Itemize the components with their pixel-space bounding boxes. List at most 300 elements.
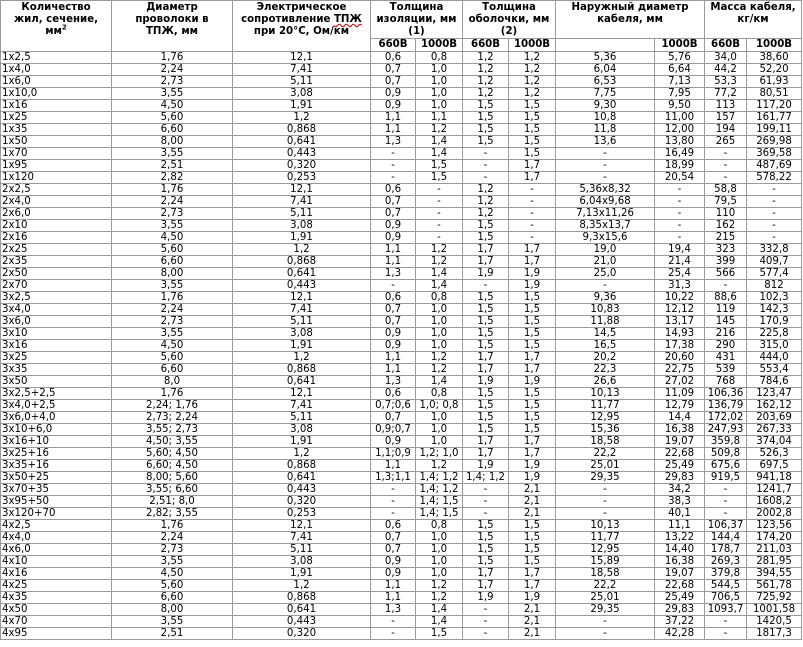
table-cell: 1,3 xyxy=(371,376,416,388)
table-cell: 161,77 xyxy=(747,112,802,124)
table-cell: 1,3 xyxy=(371,136,416,148)
table-cell: 80,51 xyxy=(747,88,802,100)
header-text: при 20°С, Ом/км xyxy=(253,26,350,37)
table-cell: 1,2 xyxy=(463,64,509,76)
table-cell: 3,55 xyxy=(112,280,233,292)
table-row xyxy=(1,364,802,376)
table-cell: 1,2 xyxy=(463,52,509,64)
table-cell: 1,9 xyxy=(509,268,556,280)
table-cell: 1,5 xyxy=(463,304,509,316)
header-text: ТПЖ, мм xyxy=(145,26,199,37)
table-cell: 5,11 xyxy=(233,544,371,556)
table-cell: 1817,3 xyxy=(747,628,802,640)
table-cell: 0,6 xyxy=(371,520,416,532)
table-cell: 19,07 xyxy=(655,436,705,448)
table-cell: 6,04x9,68 xyxy=(556,196,655,208)
table-cell: 0,9 xyxy=(371,436,416,448)
table-cell: 0,7 xyxy=(371,76,416,88)
table-cell: 6,60 xyxy=(112,592,233,604)
table-cell: 1,7 xyxy=(509,364,556,376)
table-cell: 12,1 xyxy=(233,52,371,64)
table-cell: 1,7 xyxy=(509,580,556,592)
table-cell: - xyxy=(416,196,463,208)
table-cell: 0,641 xyxy=(233,268,371,280)
header-text: (1) xyxy=(408,26,425,37)
header-text: мм xyxy=(45,26,62,37)
table-cell: 22,2 xyxy=(556,580,655,592)
table-cell: 1,2 xyxy=(463,76,509,88)
table-cell: 0,8 xyxy=(416,52,463,64)
row-label-cell: 2x4,0 xyxy=(1,196,112,208)
table-row xyxy=(1,580,802,592)
table-cell: 1,2 xyxy=(416,124,463,136)
table-cell: 0,443 xyxy=(233,616,371,628)
table-cell: 1,7 xyxy=(509,568,556,580)
header-text: Толщина xyxy=(482,2,536,13)
table-row xyxy=(1,244,802,256)
table-cell: 1,7 xyxy=(509,160,556,172)
table-cell: 2,73 xyxy=(112,208,233,220)
table-cell: 9,36 xyxy=(556,292,655,304)
table-cell: 332,8 xyxy=(747,244,802,256)
table-cell: 136,79 xyxy=(705,400,747,412)
table-cell: 1,0 xyxy=(416,328,463,340)
table-cell: - xyxy=(463,160,509,172)
row-label-cell: 3x25 xyxy=(1,352,112,364)
row-label-cell: 3x10+6,0 xyxy=(1,424,112,436)
table-cell: - xyxy=(556,628,655,640)
table-cell: - xyxy=(705,496,747,508)
table-row xyxy=(1,292,802,304)
table-cell: 0,7;0,6 xyxy=(371,400,416,412)
table-cell: 0,9 xyxy=(371,340,416,352)
table-cell: 3,08 xyxy=(233,328,371,340)
table-cell: 267,33 xyxy=(747,424,802,436)
table-cell: 1,0 xyxy=(416,556,463,568)
table-cell: 1,5 xyxy=(463,292,509,304)
table-cell: 19,07 xyxy=(655,568,705,580)
header-text: кг/км xyxy=(737,14,769,25)
row-label-cell: 4x50 xyxy=(1,604,112,616)
row-label-cell: 3x25+16 xyxy=(1,448,112,460)
header-text: кабеля, мм xyxy=(597,14,663,25)
table-row xyxy=(1,208,802,220)
table-row xyxy=(1,160,802,172)
table-cell: 1,1 xyxy=(371,256,416,268)
row-label-cell: 3x120+70 xyxy=(1,508,112,520)
table-cell: 315,0 xyxy=(747,340,802,352)
table-cell: 1,5 xyxy=(463,136,509,148)
table-cell: 199,11 xyxy=(747,124,802,136)
table-cell: 12,1 xyxy=(233,184,371,196)
table-cell: 1,4; 1,2 xyxy=(463,472,509,484)
table-cell: 1,5 xyxy=(463,400,509,412)
table-cell: 2,24 xyxy=(112,304,233,316)
table-cell: - xyxy=(416,208,463,220)
table-cell: 1,76 xyxy=(112,52,233,64)
table-cell: 0,7 xyxy=(371,208,416,220)
table-cell: 1,1 xyxy=(416,112,463,124)
row-label-cell: 3x35 xyxy=(1,364,112,376)
table-cell: 10,8 xyxy=(556,112,655,124)
table-cell: - xyxy=(747,220,802,232)
table-cell: 7,75 xyxy=(556,88,655,100)
table-cell: 1,5 xyxy=(463,340,509,352)
table-cell: 3,08 xyxy=(233,556,371,568)
table-cell: 1,7 xyxy=(463,580,509,592)
table-cell: 0,9 xyxy=(371,88,416,100)
table-cell: 15,89 xyxy=(556,556,655,568)
header-text: жил, сечение, xyxy=(14,14,98,25)
table-cell: 25,0 xyxy=(556,268,655,280)
table-cell: 21,4 xyxy=(655,256,705,268)
table-cell: - xyxy=(371,148,416,160)
table-cell: 539 xyxy=(705,364,747,376)
table-cell: - xyxy=(556,508,655,520)
table-cell: 53,3 xyxy=(705,76,747,88)
table-row xyxy=(1,472,802,484)
table-cell: 0,320 xyxy=(233,496,371,508)
table-cell: 7,13x11,26 xyxy=(556,208,655,220)
table-cell: 0,868 xyxy=(233,364,371,376)
table-cell: - xyxy=(463,604,509,616)
table-cell: 2,73 xyxy=(112,316,233,328)
table-row xyxy=(1,316,802,328)
table-cell: 16,5 xyxy=(556,340,655,352)
table-cell: - xyxy=(509,196,556,208)
table-cell: 394,55 xyxy=(747,568,802,580)
table-cell: - xyxy=(705,148,747,160)
table-cell: 14,93 xyxy=(655,328,705,340)
col-header-mass xyxy=(705,1,802,39)
table-cell: 1,1 xyxy=(371,580,416,592)
table-row xyxy=(1,304,802,316)
col-header-wire-diameter xyxy=(112,1,233,52)
table-cell: 1,9 xyxy=(463,592,509,604)
table-cell: - xyxy=(463,628,509,640)
table-cell: 170,9 xyxy=(747,316,802,328)
table-row xyxy=(1,352,802,364)
table-cell: 0,8 xyxy=(416,292,463,304)
table-cell: 1001,58 xyxy=(747,604,802,616)
table-row xyxy=(1,496,802,508)
table-cell: - xyxy=(371,496,416,508)
table-cell: - xyxy=(463,508,509,520)
table-cell: - xyxy=(509,232,556,244)
table-cell: 1,5 xyxy=(509,520,556,532)
table-cell: 3,55 xyxy=(112,616,233,628)
table-cell: 1,5 xyxy=(509,100,556,112)
table-row xyxy=(1,112,802,124)
table-cell: 1,76 xyxy=(112,184,233,196)
table-cell: 5,11 xyxy=(233,76,371,88)
table-cell: 323 xyxy=(705,244,747,256)
table-cell: 12,95 xyxy=(556,544,655,556)
table-cell: 1,0 xyxy=(416,316,463,328)
table-cell: 725,92 xyxy=(747,592,802,604)
table-cell: 119 xyxy=(705,304,747,316)
row-label-cell: 4x95 xyxy=(1,628,112,640)
table-cell: 359,8 xyxy=(705,436,747,448)
table-cell: 3,55; 6,60 xyxy=(112,484,233,496)
table-cell: 1,9 xyxy=(463,460,509,472)
table-cell: 1,0 xyxy=(416,532,463,544)
table-cell: 1,0 xyxy=(416,76,463,88)
table-cell: 1,0 xyxy=(416,304,463,316)
table-cell: 1,4 xyxy=(416,604,463,616)
table-cell: 4,50; 3,55 xyxy=(112,436,233,448)
table-cell: - xyxy=(705,160,747,172)
table-cell: 34,0 xyxy=(705,52,747,64)
table-cell: 3,55 xyxy=(112,328,233,340)
table-cell: 11,8 xyxy=(556,124,655,136)
table-cell: 9,30 xyxy=(556,100,655,112)
table-cell: 2,73; 2,24 xyxy=(112,412,233,424)
table-cell: 1,2 xyxy=(463,196,509,208)
header-text xyxy=(2,23,110,38)
table-cell: 2,51; 8,0 xyxy=(112,496,233,508)
row-label-cell: 3x4,0+2,5 xyxy=(1,400,112,412)
table-cell: 1,2 xyxy=(233,112,371,124)
table-cell: 1,7 xyxy=(463,364,509,376)
table-cell: 1,9 xyxy=(463,376,509,388)
table-cell: 1,5 xyxy=(463,424,509,436)
table-cell: 174,20 xyxy=(747,532,802,544)
table-cell: 16,38 xyxy=(655,556,705,568)
table-cell: - xyxy=(747,184,802,196)
table-cell: 8,35x13,7 xyxy=(556,220,655,232)
table-cell: 11,09 xyxy=(655,388,705,400)
table-cell: 577,4 xyxy=(747,268,802,280)
table-cell: 2,1 xyxy=(509,616,556,628)
table-cell: 706,5 xyxy=(705,592,747,604)
table-cell: 1,5 xyxy=(463,328,509,340)
table-cell: 1,2 xyxy=(463,184,509,196)
row-label-cell: 3x50+25 xyxy=(1,472,112,484)
table-cell: - xyxy=(463,172,509,184)
table-row xyxy=(1,232,802,244)
table-cell: 0,443 xyxy=(233,484,371,496)
table-row xyxy=(1,424,802,436)
table-cell: 7,41 xyxy=(233,196,371,208)
table-cell: - xyxy=(655,208,705,220)
table-row xyxy=(1,340,802,352)
table-cell: 12,79 xyxy=(655,400,705,412)
table-cell: 162,12 xyxy=(747,400,802,412)
row-label-cell: 4x10 xyxy=(1,556,112,568)
table-cell: 566 xyxy=(705,268,747,280)
table-cell: 6,53 xyxy=(556,76,655,88)
table-cell: 2,1 xyxy=(509,628,556,640)
header-text: ТПЖ xyxy=(333,14,362,25)
table-cell: 941,18 xyxy=(747,472,802,484)
table-cell: 1,0 xyxy=(416,568,463,580)
table-cell: 22,68 xyxy=(655,448,705,460)
table-cell: 1,9 xyxy=(509,472,556,484)
row-label-cell: 4x16 xyxy=(1,568,112,580)
table-cell: 0,641 xyxy=(233,604,371,616)
table-cell: 216 xyxy=(705,328,747,340)
table-cell: - xyxy=(509,220,556,232)
table-cell: 145 xyxy=(705,316,747,328)
table-cell: - xyxy=(371,160,416,172)
table-cell: - xyxy=(371,172,416,184)
table-cell: 1,9 xyxy=(509,460,556,472)
row-label-cell: 3x6,0 xyxy=(1,316,112,328)
table-cell: 1,5 xyxy=(509,112,556,124)
table-cell: 10,13 xyxy=(556,388,655,400)
row-label-cell: 4x35 xyxy=(1,592,112,604)
table-cell: 6,60; 4,50 xyxy=(112,460,233,472)
table-cell: 13,17 xyxy=(655,316,705,328)
table-cell: 1,5 xyxy=(416,172,463,184)
superscript: 2 xyxy=(61,23,67,32)
table-cell: 11,77 xyxy=(556,532,655,544)
header-text: Наружный диаметр xyxy=(571,2,689,13)
table-cell: 1,2; 1,0 xyxy=(416,448,463,460)
voltage-header: 1000В xyxy=(655,39,705,52)
voltage-header: 1000В xyxy=(509,39,556,52)
table-cell: 1,5 xyxy=(509,412,556,424)
table-cell: 1,7 xyxy=(509,448,556,460)
table-cell: - xyxy=(556,616,655,628)
table-cell: 1,91 xyxy=(233,568,371,580)
table-cell: 0,6 xyxy=(371,52,416,64)
row-label-cell: 3x50 xyxy=(1,376,112,388)
table-cell: 1,5 xyxy=(463,532,509,544)
table-cell: - xyxy=(747,208,802,220)
table-cell: 2,1 xyxy=(509,496,556,508)
table-cell: 7,41 xyxy=(233,304,371,316)
row-label-cell: 4x70 xyxy=(1,616,112,628)
table-cell: 265 xyxy=(705,136,747,148)
table-cell: 1,5 xyxy=(509,388,556,400)
header-text: проволоки в xyxy=(135,14,209,25)
table-cell: 21,0 xyxy=(556,256,655,268)
table-cell: 1,0 xyxy=(416,100,463,112)
table-cell: 1,7 xyxy=(463,352,509,364)
table-cell: 6,04 xyxy=(556,64,655,76)
table-row xyxy=(1,376,802,388)
row-label-cell: 1x6,0 xyxy=(1,76,112,88)
table-row xyxy=(1,508,802,520)
table-cell: 1,5 xyxy=(463,316,509,328)
table-cell: 110 xyxy=(705,208,747,220)
table-cell: 2,82 xyxy=(112,172,233,184)
table-cell: 1,9 xyxy=(463,268,509,280)
table-cell: 7,41 xyxy=(233,532,371,544)
table-cell: 1,4; 1,5 xyxy=(416,508,463,520)
table-cell: 16,49 xyxy=(655,148,705,160)
table-cell: 2,24 xyxy=(112,196,233,208)
table-cell: - xyxy=(705,484,747,496)
table-cell: 2,24 xyxy=(112,532,233,544)
table-cell: 2,1 xyxy=(509,508,556,520)
row-label-cell: 4x25 xyxy=(1,580,112,592)
table-cell: 2,51 xyxy=(112,160,233,172)
table-cell: 379,8 xyxy=(705,568,747,580)
table-cell: 561,78 xyxy=(747,580,802,592)
table-cell: 3,55; 2,73 xyxy=(112,424,233,436)
table-cell: - xyxy=(655,184,705,196)
table-cell: 1,4; 1,2 xyxy=(416,484,463,496)
col-header-sheath xyxy=(463,1,556,39)
table-cell: 7,13 xyxy=(655,76,705,88)
table-cell: 1,5 xyxy=(416,628,463,640)
table-cell: 19,4 xyxy=(655,244,705,256)
table-cell: 3,55 xyxy=(112,148,233,160)
table-cell: 1,0 xyxy=(416,436,463,448)
table-cell: 578,22 xyxy=(747,172,802,184)
row-label-cell: 1x50 xyxy=(1,136,112,148)
table-cell: 142,3 xyxy=(747,304,802,316)
table-cell: 1,7 xyxy=(463,244,509,256)
table-cell: 1,5 xyxy=(509,304,556,316)
table-cell: 38,3 xyxy=(655,496,705,508)
table-cell: 509,8 xyxy=(705,448,747,460)
table-cell: 675,6 xyxy=(705,460,747,472)
table-cell: 1,5 xyxy=(416,160,463,172)
table-cell: 178,7 xyxy=(705,544,747,556)
table-cell: - xyxy=(463,496,509,508)
table-cell: 6,60 xyxy=(112,124,233,136)
table-cell: - xyxy=(463,484,509,496)
table-cell: 1,1 xyxy=(371,592,416,604)
table-cell: 20,54 xyxy=(655,172,705,184)
table-cell: 20,2 xyxy=(556,352,655,364)
table-cell: 3,08 xyxy=(233,88,371,100)
table-cell: 1,4; 1,2 xyxy=(416,472,463,484)
table-cell: 34,2 xyxy=(655,484,705,496)
table-cell: 290 xyxy=(705,340,747,352)
table-cell: 768 xyxy=(705,376,747,388)
table-cell: 2,24; 1,76 xyxy=(112,400,233,412)
table-cell: 8,0 xyxy=(112,376,233,388)
table-cell: 7,41 xyxy=(233,64,371,76)
table-cell: - xyxy=(705,280,747,292)
table-cell: 1,2 xyxy=(416,580,463,592)
col-header-cores-section xyxy=(1,1,112,52)
table-cell: 13,22 xyxy=(655,532,705,544)
table-cell: 2,82; 3,55 xyxy=(112,508,233,520)
table-cell: 1,5 xyxy=(463,220,509,232)
table-cell: 0,8 xyxy=(416,388,463,400)
table-cell: 1,4 xyxy=(416,148,463,160)
table-cell: 0,443 xyxy=(233,280,371,292)
table-cell: - xyxy=(705,508,747,520)
table-row xyxy=(1,628,802,640)
table-cell: - xyxy=(463,148,509,160)
table-cell: 1420,5 xyxy=(747,616,802,628)
table-row xyxy=(1,124,802,136)
table-row xyxy=(1,436,802,448)
table-cell: 399 xyxy=(705,256,747,268)
table-cell: 1608,2 xyxy=(747,496,802,508)
table-cell: 1,1 xyxy=(371,364,416,376)
table-cell: 1,5 xyxy=(463,232,509,244)
table-cell: 2,51 xyxy=(112,628,233,640)
table-row xyxy=(1,328,802,340)
table-cell: 1,76 xyxy=(112,520,233,532)
table-cell: 1,0 xyxy=(416,412,463,424)
table-cell: 1,2 xyxy=(416,592,463,604)
header-text: (2) xyxy=(500,26,518,37)
header-text: Диаметр xyxy=(146,2,198,13)
table-cell: - xyxy=(509,208,556,220)
table-cell: 7,41 xyxy=(233,400,371,412)
row-label-cell: 3x95+50 xyxy=(1,496,112,508)
table-cell: - xyxy=(556,496,655,508)
